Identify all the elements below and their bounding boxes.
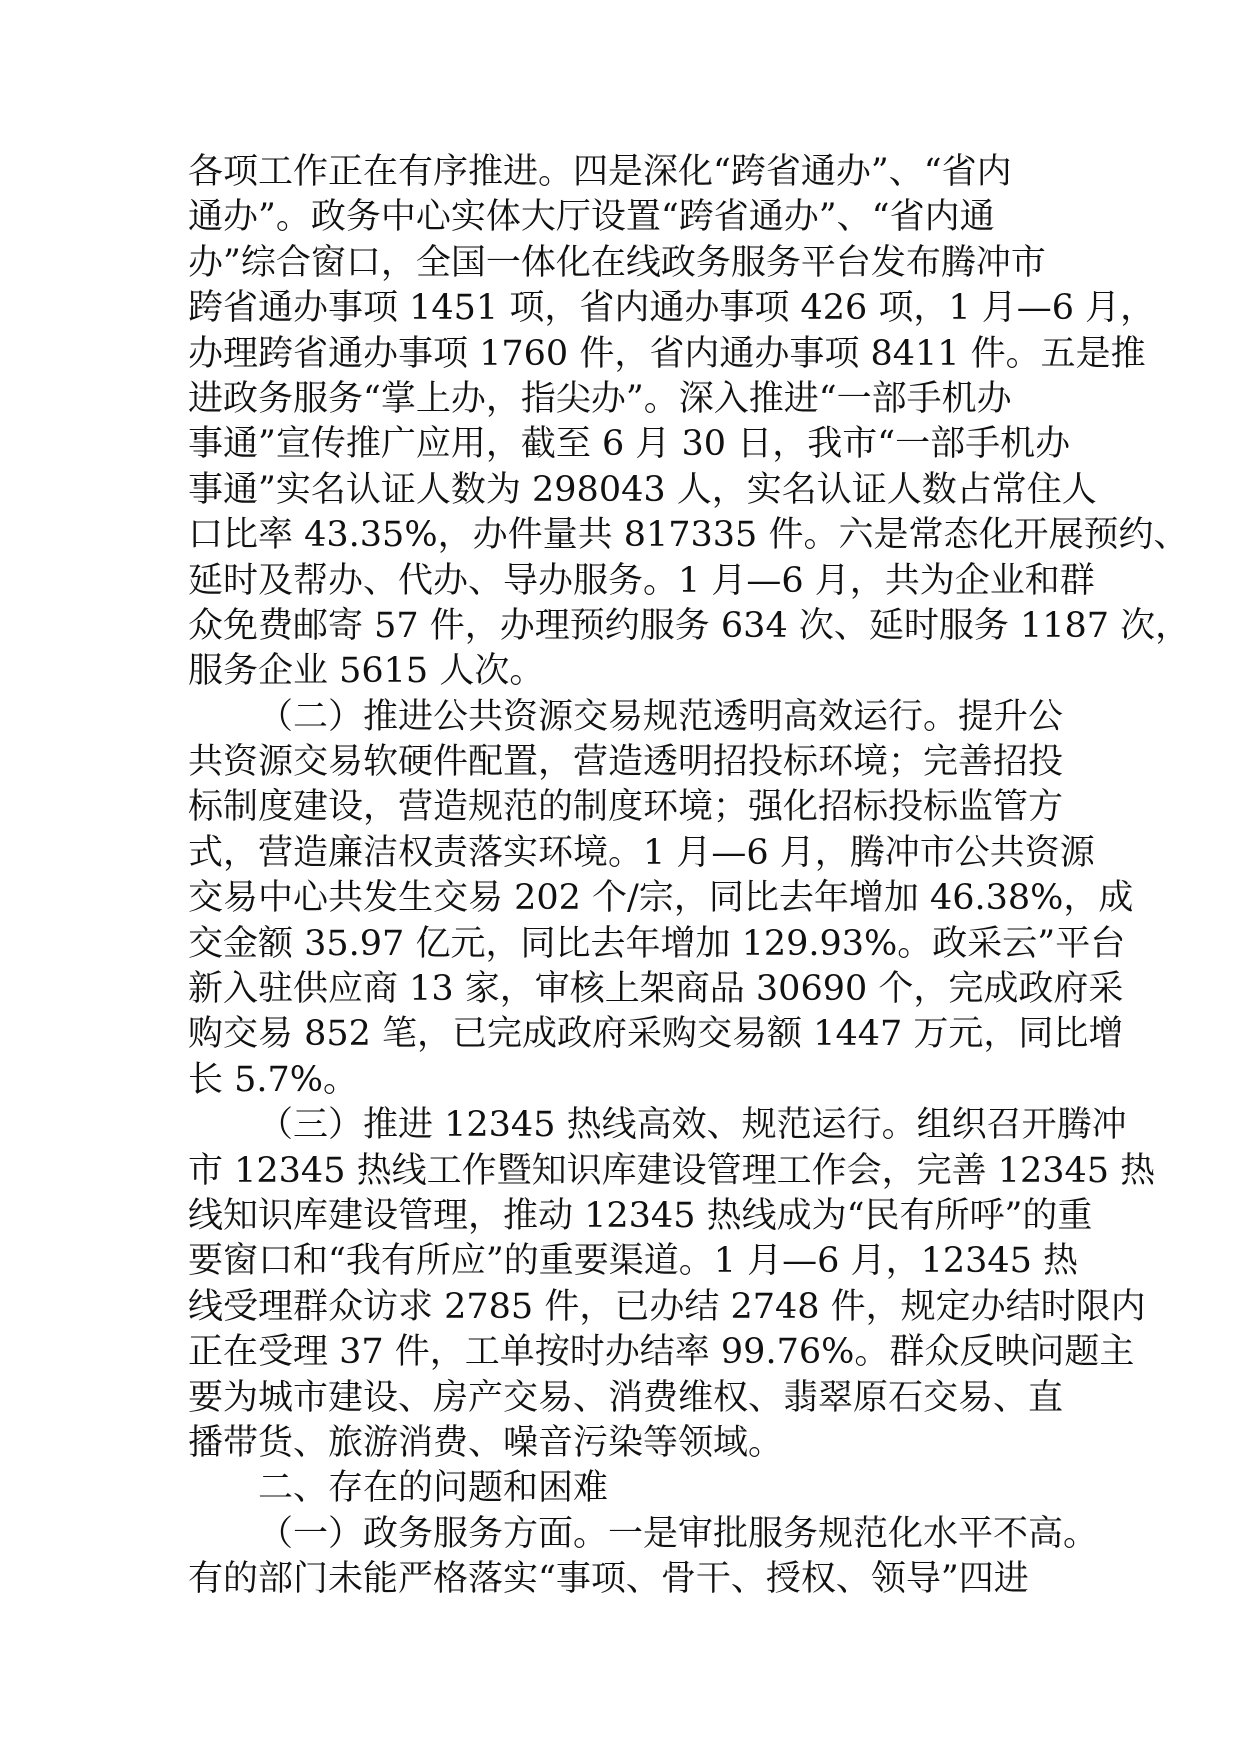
text-line: （三）推进 12345 热线高效、规范运行。组织召开腾冲 — [258, 1105, 1127, 1146]
text-line: 延时及帮办、代办、导办服务。1 月—6 月，共为企业和群 — [188, 560, 1095, 601]
text-line: 式，营造廉洁权责落实环境。1 月—6 月，腾冲市公共资源 — [188, 832, 1095, 873]
text-line: 市 12345 热线工作暨知识库建设管理工作会，完善 12345 热 — [188, 1150, 1156, 1191]
text-line: 要为城市建设、房产交易、消费维权、翡翠原石交易、直 — [188, 1377, 1064, 1418]
text-line: 线受理群众访求 2785 件，已办结 2748 件，规定办结时限内 — [188, 1286, 1146, 1327]
text-line: 交金额 35.97 亿元，同比去年增加 129.93%。政采云”平台 — [188, 923, 1126, 964]
text-line: 事通”实名认证人数为 298043 人，实名认证人数占常住人 — [188, 469, 1097, 510]
text-line: 共资源交易软硬件配置，营造透明招投标环境；完善招投 — [188, 742, 1064, 783]
text-line: 服务企业 5615 人次。 — [188, 651, 545, 692]
document-body — [188, 150, 1191, 1603]
text-line: 事通”宣传推广应用，截至 6 月 30 日，我市“一部手机办 — [188, 424, 1071, 465]
text-line: 新入驻供应商 13 家，审核上架商品 30690 个，完成政府采 — [188, 969, 1124, 1010]
text-line: （二）推进公共资源交易规范透明高效运行。提升公 — [258, 696, 1064, 737]
text-line: 购交易 852 笔，已完成政府采购交易额 1447 万元，同比增 — [188, 1014, 1124, 1055]
text-line: 通办”。政务中心实体大厅设置“跨省通办”、“省内通 — [188, 197, 995, 238]
text-line: 正在受理 37 件，工单按时办结率 99.76%。群众反映问题主 — [188, 1332, 1135, 1373]
text-line: 长 5.7%。 — [188, 1059, 359, 1100]
text-line: 办”综合窗口，全国一体化在线政务服务平台发布腾冲市 — [188, 242, 1046, 283]
text-line: 各项工作正在有序推进。四是深化“跨省通办”、“省内 — [188, 152, 1012, 192]
text-line: 要窗口和“我有所应”的重要渠道。1 月—6 月，12345 热 — [188, 1241, 1079, 1282]
text-line: 跨省通办事项 1451 项，省内通办事项 426 项，1 月—6 月， — [188, 288, 1156, 329]
text-line: 办理跨省通办事项 1760 件，省内通办事项 8411 件。五是推 — [188, 333, 1146, 374]
text-line: 有的部门未能严格落实“事项、骨干、授权、领导”四进 — [188, 1559, 1029, 1600]
text-line: 交易中心共发生交易 202 个/宗，同比去年增加 46.38%，成 — [188, 878, 1134, 919]
text-line: （一）政务服务方面。一是审批服务规范化水平不高。 — [258, 1513, 1099, 1554]
text-line: 口比率 43.35%，办件量共 817335 件。六是常态化开展预约、 — [188, 515, 1189, 556]
text-line: 标制度建设，营造规范的制度环境；强化招标投标监管方 — [188, 787, 1064, 828]
text-line: 播带货、旅游消费、噪音污染等领域。 — [188, 1422, 784, 1463]
text-line: 二、存在的问题和困难 — [258, 1468, 609, 1509]
text-line: 进政务服务“掌上办，指尖办”。深入推进“一部手机办 — [188, 378, 1012, 419]
text-line: 线知识库建设管理，推动 12345 热线成为“民有所呼”的重 — [188, 1195, 1093, 1236]
text-line: 众免费邮寄 57 件，办理预约服务 634 次、延时服务 1187 次， — [188, 605, 1191, 646]
